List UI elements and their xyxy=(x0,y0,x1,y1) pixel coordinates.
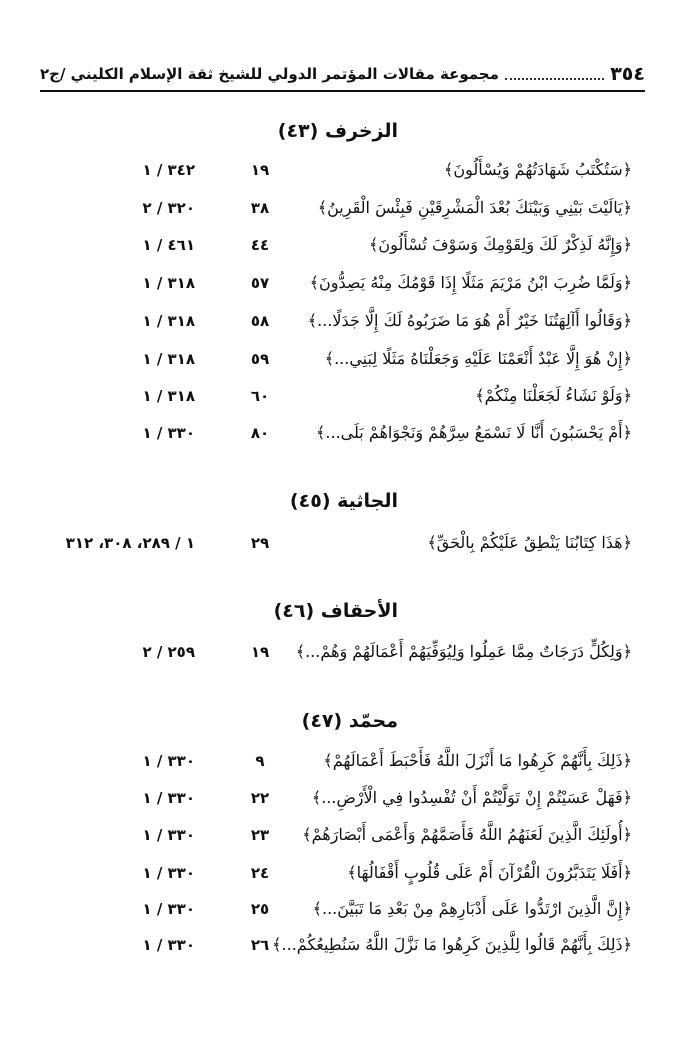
ayah-number: ٢٩ xyxy=(250,534,270,552)
ayah-number: ٢٣ xyxy=(250,826,270,844)
ayah-number: ٩ xyxy=(255,752,265,770)
ayah-number: ٤٤ xyxy=(250,236,270,254)
verse-text: ﴿فَهَلْ عَسَيْتُمْ إِنْ تَوَلَّيْتُمْ أَنْ تُفْسِدُوا فِي الْأَرْضِ...﴾ xyxy=(311,788,632,807)
leader-dots xyxy=(505,68,604,80)
ayah-number: ٢٦ xyxy=(250,936,270,954)
verse-text: ﴿ذَلِكَ بِأَنَّهُمْ قَالُوا لِلَّذِينَ كَرِهُوا مَا نَزَّلَ اللَّهُ سَنُطِيعُكُمْ...﴾ xyxy=(272,935,632,954)
page-reference: ٣٣٠ / ١ xyxy=(142,936,195,954)
ayah-number: ٥٩ xyxy=(250,350,270,368)
index-row xyxy=(0,820,700,850)
verse-text: ﴿ذَلِكَ بِأَنَّهُمْ كَرِهُوا مَا أَنْزَلَ اللَّهُ فَأَحْبَطَ أَعْمَالَهُمْ﴾ xyxy=(323,751,632,770)
index-row xyxy=(0,344,700,374)
ayah-number: ٣٨ xyxy=(250,199,270,217)
verse-text: ﴿إِنْ هُوَ إِلَّا عَبْدٌ أَنْعَمْنَا عَلَيْهِ وَجَعَلْنَاهُ مَثَلًا لِبَنِي...﴾ xyxy=(324,349,632,368)
page-reference: ٣٣٠ / ١ xyxy=(142,752,195,770)
index-row xyxy=(0,930,700,960)
verse-text: ﴿سَتُكْتَبُ شَهَادَتُهُمْ وَيُسْأَلُونَ﴾ xyxy=(443,160,632,179)
page-reference: ٣٣٠ / ١ xyxy=(142,789,195,807)
page-reference: ٣١٨ / ١ xyxy=(142,387,195,405)
verse-text: ﴿يَالَيْتَ بَيْنِي وَبَيْنَكَ بُعْدَ الْمَشْرِقَيْنِ فَبِئْسَ الْقَرِينُ﴾ xyxy=(317,198,632,217)
index-row xyxy=(0,193,700,223)
index-row xyxy=(0,155,700,185)
page-reference: ١ / ٢٨٩، ٣٠٨، ٣١٢ xyxy=(65,534,195,552)
surah-title-ahqaf: الأحقاف (٤٦) xyxy=(273,600,398,622)
index-row xyxy=(0,381,700,411)
page-reference: ٣٤٢ / ١ xyxy=(142,161,195,179)
index-row xyxy=(0,268,700,298)
verse-text: ﴿هَذَا كِتَابُنَا يَنْطِقُ عَلَيْكُمْ بِالْحَقِّ﴾ xyxy=(427,533,632,552)
page-reference: ٤٦١ / ١ xyxy=(142,236,195,254)
index-row xyxy=(0,418,700,448)
page-reference: ٣١٨ / ١ xyxy=(142,274,195,292)
index-row xyxy=(0,746,700,776)
ayah-number: ٨٠ xyxy=(250,424,270,442)
ayah-number: ٢٤ xyxy=(250,864,270,882)
page-header xyxy=(40,58,645,92)
verse-text: ﴿وَلِكُلٍّ دَرَجَاتٌ مِمَّا عَمِلُوا وَلِيُوَفِّيَهُمْ أَعْمَالَهُمْ وَهُمْ...﴾ xyxy=(295,642,632,661)
index-row xyxy=(0,858,700,888)
verse-text: ﴿وَلَمَّا ضُرِبَ ابْنُ مَرْيَمَ مَثَلًا إِذَا قَوْمُكَ مِنْهُ يَصِدُّونَ﴾ xyxy=(309,273,632,292)
page-reference: ٣١٨ / ١ xyxy=(142,312,195,330)
ayah-number: ٢٥ xyxy=(250,900,270,918)
index-row xyxy=(0,230,700,260)
surah-title-jathiya: الجاثية (٤٥) xyxy=(289,490,398,512)
index-row xyxy=(0,637,700,667)
verse-text: ﴿وَلَوْ نَشَاءُ لَجَعَلْنَا مِنْكُمْ﴾ xyxy=(475,386,632,405)
verse-text: ﴿أَمْ يَحْسَبُونَ أَنَّا لَا نَسْمَعُ سِرَّهُمْ وَنَجْوَاهُمْ بَلَى...﴾ xyxy=(316,423,632,442)
verse-text: ﴿أَفَلَا يَتَدَبَّرُونَ الْقُرْآنَ أَمْ عَلَى قُلُوبٍ أَقْفَالُهَا﴾ xyxy=(347,863,632,882)
ayah-number: ٥٨ xyxy=(250,312,270,330)
surah-title-muhammad: محمّد (٤٧) xyxy=(301,710,398,732)
surah-title-zukhruf: الزخرف (٤٣) xyxy=(277,120,398,142)
verse-text: ﴿وَإِنَّهُ لَذِكْرٌ لَكَ وَلِقَوْمِكَ وَسَوْفَ تُسْأَلُونَ﴾ xyxy=(369,235,632,254)
page-reference: ٣٢٠ / ٢ xyxy=(142,199,195,217)
index-row xyxy=(0,783,700,813)
page-number: ٣٥٤ xyxy=(610,63,645,85)
page-reference: ٢٥٩ / ٢ xyxy=(142,643,195,661)
index-row xyxy=(0,894,700,924)
index-row xyxy=(0,306,700,336)
ayah-number: ٥٧ xyxy=(250,274,270,292)
page-reference: ٣٣٠ / ١ xyxy=(142,864,195,882)
verse-text: ﴿إِنَّ الَّذِينَ ارْتَدُّوا عَلَى أَدْبَارِهِمْ مِنْ بَعْدِ مَا تَبَيَّنَ...﴾ xyxy=(312,899,632,918)
running-title: مجموعة مقالات المؤتمر الدولي للشيخ ثقة الإسلام الكليني /ج٢ xyxy=(40,65,499,83)
ayah-number: ١٩ xyxy=(250,161,270,179)
ayah-number: ١٩ xyxy=(250,643,270,661)
ayah-number: ٢٢ xyxy=(250,789,270,807)
verse-text: ﴿أُولَئِكَ الَّذِينَ لَعَنَهُمُ اللَّهُ فَأَصَمَّهُمْ وَأَعْمَى أَبْصَارَهُمْ﴾ xyxy=(302,825,632,844)
page-reference: ٣٣٠ / ١ xyxy=(142,424,195,442)
page-reference: ٣٣٠ / ١ xyxy=(142,900,195,918)
index-row xyxy=(0,528,700,558)
verse-text: ﴿وَقَالُوا أَآلِهَتُنَا خَيْرٌ أَمْ هُوَ مَا ضَرَبُوهُ لَكَ إِلَّا جَدَلًا...﴾ xyxy=(307,311,632,330)
page-reference: ٣١٨ / ١ xyxy=(142,350,195,368)
ayah-number: ٦٠ xyxy=(250,387,270,405)
page-reference: ٣٣٠ / ١ xyxy=(142,826,195,844)
